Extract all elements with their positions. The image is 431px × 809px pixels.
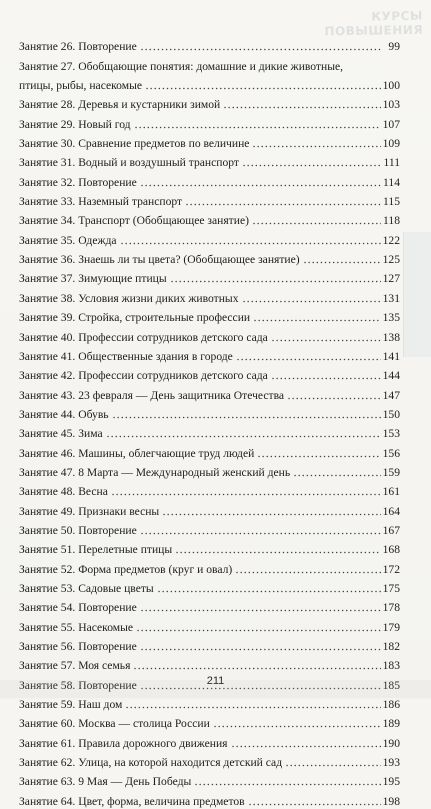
dot-leader [140, 532, 381, 535]
toc-entry-title: Занятие 50. Повторение [19, 523, 137, 537]
toc-entry-text [19, 54, 400, 93]
toc-entry-title-continued: птицы, рыбы, насекомые [19, 79, 143, 93]
toc-entry-title: Занятие 43. 23 февраля — День защитника Отечества [19, 388, 285, 402]
toc-entry-title: Занятие 35. Одежда [19, 233, 117, 247]
toc-entry-title: Занятие 29. Новый год [19, 117, 131, 131]
dot-leader [145, 87, 381, 90]
toc-entry [19, 383, 400, 402]
toc-entry [19, 170, 400, 189]
dot-leader [106, 435, 381, 438]
toc-entry-page: 100 [382, 79, 400, 93]
toc-entry-title: Занятие 39. Стройка, строительные профессии [19, 311, 251, 325]
dot-leader [248, 803, 381, 806]
toc-entry-page: 125 [382, 253, 400, 267]
toc-entry-page: 138 [382, 330, 400, 344]
toc-entry-page: 167 [382, 523, 400, 537]
toc-entry-page: 122 [382, 233, 400, 247]
dot-leader [140, 648, 381, 651]
toc-entry [19, 712, 400, 731]
dot-leader [112, 416, 381, 419]
dot-leader [185, 203, 381, 206]
toc-entry-title: Занятие 33. Наземный транспорт [19, 195, 183, 209]
toc-entry-line [19, 54, 400, 73]
toc-entry [19, 557, 400, 576]
toc-entry-page: 127 [382, 272, 400, 286]
toc-entry [19, 112, 400, 131]
toc-entry [19, 499, 400, 518]
dot-leader [134, 126, 381, 129]
toc-entry [19, 132, 400, 151]
toc-entry-title: Занятие 64. Цвет, форма, величина предметов [19, 794, 245, 808]
toc-entry [19, 248, 400, 267]
toc-entry-page: 193 [382, 756, 400, 770]
show-through-text: КУРСЫ ПОВЫШЕНИЯ [324, 8, 424, 39]
toc-entry [19, 596, 400, 615]
dot-leader [231, 745, 381, 748]
toc-entry-page: 195 [382, 775, 400, 789]
dot-leader [235, 571, 380, 574]
dot-leader [175, 551, 380, 554]
dot-leader [194, 783, 380, 786]
toc-entry [19, 770, 400, 789]
toc-entry-page: 168 [382, 543, 400, 557]
toc-entry-page: 156 [382, 446, 400, 460]
toc-entry-page: 118 [383, 214, 400, 228]
toc-entry-title: Занятие 59. Наш дом [19, 698, 123, 712]
toc-entry-title: Занятие 34. Транспорт (Обобщающее занятие) [19, 214, 249, 228]
toc-entry-title: Занятие 54. Повторение [19, 601, 137, 615]
toc-entry [19, 35, 400, 54]
toc-entry-title: Занятие 53. Садовые цветы [19, 581, 154, 595]
toc-entry [19, 267, 400, 286]
toc-entry [19, 345, 400, 364]
dot-leader [287, 397, 381, 400]
dot-leader [140, 184, 381, 187]
dot-leader [257, 455, 380, 458]
dot-leader [271, 339, 381, 342]
dot-leader [140, 609, 381, 612]
toc-entry-title: Занятие 58. Повторение [19, 678, 137, 692]
toc-entry-page: 182 [382, 640, 400, 653]
toc-entry [19, 403, 400, 422]
toc-entry [19, 519, 400, 538]
toc-entry-title: Занятие 26. Повторение [19, 40, 137, 54]
toc-entry [19, 306, 400, 325]
toc-entry [19, 228, 400, 247]
dot-leader [223, 106, 380, 109]
dot-leader [140, 48, 382, 51]
toc-entry-page: 164 [382, 504, 400, 518]
toc-entry-page: 111 [383, 156, 400, 170]
toc-entry-title: Занятие 52. Форма предметов (круг и овал) [19, 562, 233, 576]
toc-entry-title: Занятие 55. Насекомые [19, 620, 134, 634]
toc-entry-page: 172 [382, 562, 400, 576]
toc-entry-title: Занятие 45. Зима [19, 427, 103, 441]
toc-entry-title: Занятие 49. Признаки весны [19, 504, 160, 518]
toc-entry [19, 93, 400, 112]
toc-entry-title: Занятие 38. Условия жизни диких животных [19, 291, 239, 305]
toc-entry [19, 190, 400, 209]
toc-entry [19, 364, 400, 383]
toc-entry-title: Занятие 42. Профессии сотрудников детского сада [19, 369, 268, 383]
toc-entry-page: 190 [382, 736, 400, 750]
toc-entry-title: Занятие 48. Весна [19, 485, 108, 499]
toc-entry-title: Занятие 36. Знаешь ли ты цвета? (Обобщающее занятие) [19, 253, 300, 267]
toc-entry-page: 185 [382, 678, 400, 692]
toc-entry-page: 103 [382, 98, 400, 112]
toc-entry [19, 577, 400, 596]
dot-leader [242, 300, 381, 303]
toc-entry [19, 789, 400, 808]
toc-entry-page: 189 [382, 717, 400, 731]
dot-leader [293, 474, 380, 477]
toc-entry-page: 159 [382, 465, 400, 479]
toc-entry-page: 114 [383, 175, 400, 189]
dot-leader [236, 358, 381, 361]
toc-entry-title: Занятие 63. 9 Мая — День Победы [19, 775, 192, 789]
dot-leader [133, 667, 380, 670]
toc-entry-page: 178 [382, 601, 400, 615]
dot-leader [271, 377, 381, 380]
toc-entry-title: Занятие 56. Повторение [19, 640, 137, 653]
toc-entry-page: 107 [382, 117, 400, 131]
toc-entry-title: Занятие 32. Повторение [19, 175, 137, 189]
show-through-shape [403, 232, 431, 357]
toc-entry [19, 615, 400, 634]
toc-entry-page: 198 [382, 794, 400, 808]
toc-entry [19, 654, 400, 673]
toc-entry-page: 99 [388, 40, 400, 54]
toc-entry-title: Занятие 57. Моя семья [19, 659, 131, 673]
toc-entry-page: 179 [382, 620, 400, 634]
dot-leader [253, 319, 381, 322]
toc-entry-page: 109 [382, 137, 400, 151]
toc-entry-title: Занятие 51. Перелетные птицы [19, 543, 173, 557]
toc-entry-title: Занятие 60. Москва — столица России [19, 717, 210, 731]
dot-leader [136, 629, 381, 632]
toc-entry-page: 135 [382, 311, 400, 325]
dot-leader [303, 261, 381, 264]
toc-entry-page: 141 [382, 349, 400, 363]
page-number: 211 [206, 675, 225, 687]
toc-entry-title: Занятие 47. 8 Марта — Международный женский день [19, 465, 291, 479]
toc-entry [19, 286, 400, 305]
toc-entry-page: 175 [382, 581, 400, 595]
toc-entry [19, 538, 400, 557]
dot-leader [162, 513, 380, 516]
toc-entry-title: Занятие 44. Обувь [19, 407, 109, 421]
dot-leader [111, 493, 381, 496]
toc-entry-title: Занятие 41. Общественные здания в городе [19, 349, 233, 363]
toc-entry [19, 635, 400, 654]
toc-entry-page: 115 [383, 195, 400, 209]
toc-entry-title: Занятие 61. Правила дорожного движения [19, 736, 228, 750]
toc-entry-title: Занятие 40. Профессии сотрудников детского сада [19, 330, 268, 344]
toc-entry-title: Занятие 62. Улица, на которой находится детский сад [19, 756, 283, 770]
bottom-show-through [0, 680, 431, 698]
toc-entry [19, 461, 400, 480]
toc-entry-title: Занятие 37. Зимующие птицы [19, 272, 167, 286]
dot-leader [252, 145, 380, 148]
toc-entry-title: Занятие 30. Сравнение предметов по величине [19, 137, 250, 151]
toc-entry [19, 209, 400, 228]
toc-entry [19, 151, 400, 170]
dot-leader [120, 242, 381, 245]
toc-entry [19, 731, 400, 750]
dot-leader [242, 164, 381, 167]
dot-leader [285, 764, 381, 767]
dot-leader [157, 590, 381, 593]
toc-entry-page: 186 [382, 698, 400, 712]
toc-entry [19, 480, 400, 499]
dot-leader [213, 725, 381, 728]
toc-entry [19, 422, 400, 441]
toc-entry-title: Занятие 28. Деревья и кустарники зимой [19, 98, 221, 112]
dot-leader [170, 280, 381, 283]
toc-entry-page: 144 [382, 369, 400, 383]
toc-entry-title: Занятие 27. Обобщающие понятия: домашние и дикие животные, [19, 59, 344, 73]
toc-entry [19, 751, 400, 770]
toc-entry-page: 150 [382, 407, 400, 421]
toc-entry-page: 131 [382, 291, 400, 305]
toc-entry-title: Занятие 46. Машины, облегчающие труд людей [19, 446, 255, 460]
toc-entry-page: 147 [382, 388, 400, 402]
toc-entry-line [19, 74, 400, 93]
toc-entry-page: 161 [382, 485, 400, 499]
toc-entry-page: 183 [382, 659, 400, 673]
dot-leader [125, 706, 380, 709]
toc-entry-title: Занятие 31. Водный и воздушный транспорт [19, 156, 239, 170]
toc-entry [19, 441, 400, 460]
toc-entry [19, 325, 400, 344]
toc-entry [19, 54, 400, 93]
toc-entry-page: 153 [382, 427, 400, 441]
dot-leader [252, 222, 381, 225]
